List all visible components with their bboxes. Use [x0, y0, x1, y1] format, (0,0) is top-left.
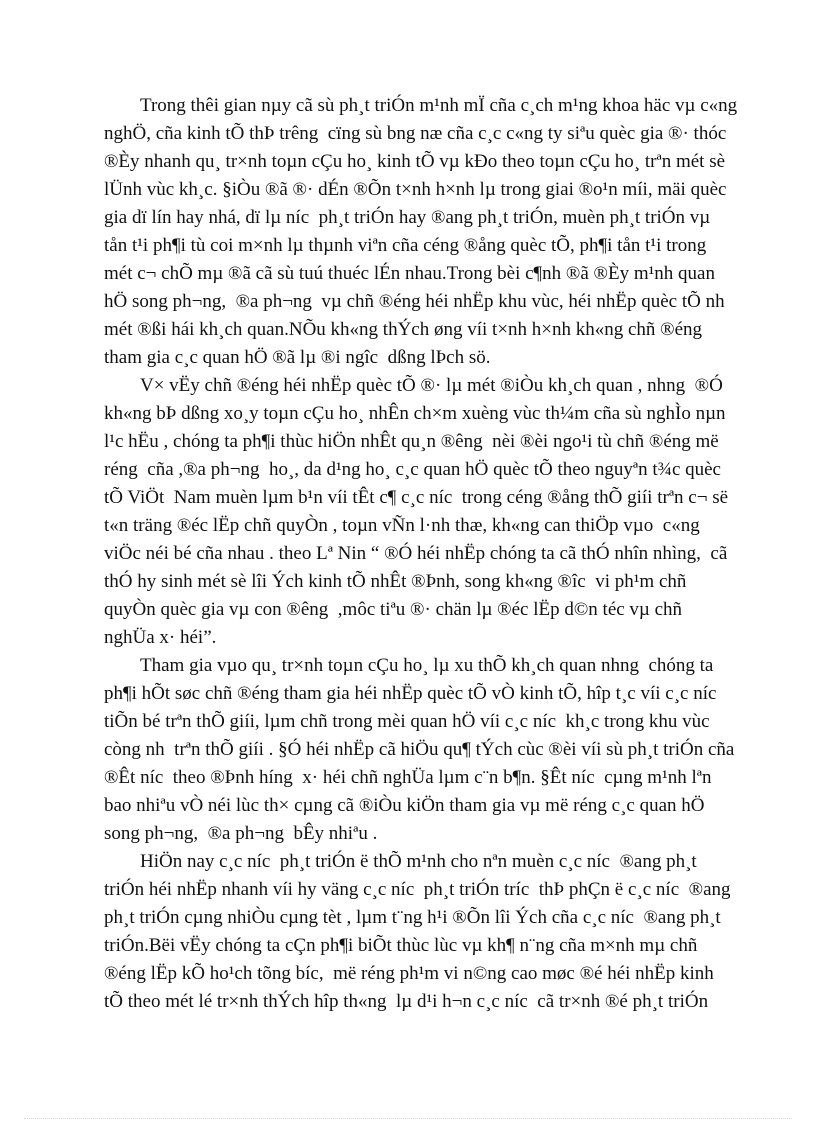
- paragraph-3-line-4: còng nh trªn thÕ giíi . §Ó héi nhËp cã hiÖu qu¶ tÝch cùc ®èi víi sù ph¸t triÓn cña: [104, 739, 735, 760]
- page-bottom-divider: [24, 1118, 792, 1119]
- paragraph-1-line-1: Trong thêi gian nµy cã sù ph¸t triÓn m¹nh mÏ cña c¸ch m¹ng khoa häc vµ c«ng: [140, 95, 738, 116]
- paragraph-1-line-6: tån t¹i ph¶i tù coi m×nh lµ thµnh viªn cña céng ®ång quèc tÕ, ph¶i tån t¹i trong: [104, 235, 707, 256]
- paragraph-2-line-9: quyÒn quèc gia vµ con ®êng ,môc tiªu ®· chän lµ ®éc lËp d©n téc vµ chñ: [104, 599, 683, 620]
- paragraph-1-line-5: gia dï lín hay nhá, dï lµ níc ph¸t triÓn hay ®ang ph¸t triÓn, muèn ph¸t triÓn vµ: [104, 207, 711, 228]
- paragraph-4-line-1: HiÖn nay c¸c níc ph¸t triÓn ë thÕ m¹nh cho nªn muèn c¸c níc ®ang ph¸t: [140, 851, 697, 872]
- paragraph-2-line-6: t«n träng ®éc lËp chñ quyÒn , toµn vÑn l·nh thæ, kh«ng can thiÖp vµo c«ng: [104, 515, 700, 536]
- paragraph-2-line-5: tÕ ViÖt Nam muèn lµm b¹n víi tÊt c¶ c¸c níc trong céng ®ång thÕ giíi trªn c¬ së: [104, 487, 729, 508]
- paragraph-1-line-7: mét c¬ chÕ mµ ®ã cã sù tuú thuéc lÉn nhau.Trong bèi c¶nh ®ã ®Èy m¹nh quan: [104, 263, 715, 284]
- paragraph-3-line-1: Tham gia vµo qu¸ tr×nh toµn cÇu ho¸ lµ xu thÕ kh¸ch quan nhng chóng ta: [140, 655, 714, 676]
- paragraph-2-line-2: kh«ng bÞ dßng xo¸y toµn cÇu ho¸ nhÊn ch×m xuèng vùc th¼m cña sù nghÌo nµn: [104, 403, 726, 424]
- paragraph-1-line-8: hÖ song ph¬ng, ®a ph¬ng vµ chñ ®éng héi nhËp khu vùc, héi nhËp quèc tÕ nh: [104, 291, 725, 312]
- paragraph-2-line-1: V× vËy chñ ®éng héi nhËp quèc tÕ ®· lµ mét ®iÒu kh¸ch quan , nhng ®Ó: [140, 375, 723, 396]
- paragraph-3-line-2: ph¶i hÕt søc chñ ®éng tham gia héi nhËp quèc tÕ vÒ kinh tÕ, hîp t¸c víi c¸c níc: [104, 683, 717, 704]
- paragraph-4-line-2: triÓn héi nhËp nhanh víi hy väng c¸c níc ph¸t triÓn tríc thÞ phÇn ë c¸c níc ®ang: [104, 879, 731, 900]
- paragraph-3-line-5: ®Êt níc theo ®Þnh híng x· héi chñ nghÜa lµm c¨n b¶n. §Êt níc cµng m¹nh lªn: [104, 767, 712, 788]
- paragraph-1-line-3: ®Èy nhanh qu¸ tr×nh toµn cÇu ho¸ kinh tÕ vµ kÐo theo toµn cÇu ho¸ trªn mét sè: [104, 151, 726, 172]
- paragraph-2-line-3: l¹c hËu , chóng ta ph¶i thùc hiÖn nhÊt qu¸n ®êng nèi ®èi ngo¹i tù chñ ®éng më: [104, 431, 719, 452]
- paragraph-4-line-6: tÕ theo mét lé tr×nh thÝch hîp th«ng lµ d¹i h¬n c¸c níc cã tr×nh ®é ph¸t triÓn: [104, 991, 709, 1012]
- paragraph-4-line-5: ®éng lËp kÕ ho¹ch tõng bíc, më réng ph¹m vi n©ng cao møc ®é héi nhËp kinh: [104, 963, 714, 984]
- paragraph-2-line-10: nghÜa x· héi”.: [104, 627, 217, 648]
- paragraph-3-line-6: bao nhiªu vÒ néi lùc th× cµng cã ®iÒu kiÖn tham gia vµ më réng c¸c quan hÖ: [104, 795, 705, 816]
- paragraph-4-line-4: triÓn.Bëi vËy chóng ta cÇn ph¶i biÕt thùc lùc vµ kh¶ n¨ng cña m×nh mµ chñ: [104, 935, 698, 956]
- paragraph-2-line-4: réng cña ,®a ph¬ng ho¸, da d¹ng ho¸ c¸c quan hÖ quèc tÕ theo nguyªn t¾c quèc: [104, 459, 721, 480]
- paragraph-3-line-7: song ph¬ng, ®a ph¬ng bÊy nhiªu .: [104, 823, 378, 844]
- paragraph-2-line-8: thÓ hy sinh mét sè lîi Ých kinh tÕ nhÊt ®Þnh, song kh«ng ®îc vi ph¹m chñ: [104, 571, 687, 592]
- paragraph-1-line-9: mét ®ßi hái kh¸ch quan.NÕu kh«ng thÝch øng víi t×nh h×nh kh«ng chñ ®éng: [104, 319, 703, 340]
- paragraph-2-line-7: viÖc néi bé cña nhau . theo Lª Nin “ ®Ó héi nhËp chóng ta cã thÓ nhîn nhìng, cã: [104, 543, 728, 564]
- paragraph-1-line-2: nghÖ, cña kinh tÕ thÞ trêng cïng sù bng næ cña c¸c c«ng ty siªu quèc gia ®· thóc: [104, 123, 727, 144]
- paragraph-4-line-3: ph¸t triÓn cµng nhiÒu cµng tèt , lµm t¨ng h¹i ®Õn lîi Ých cña c¸c níc ®ang ph¸t: [104, 907, 721, 928]
- paragraph-1-line-4: lÜnh vùc kh¸c. §iÒu ®ã ®· dÉn ®Õn t×nh h×nh lµ trong giai ®o¹n míi, mäi quèc: [104, 179, 727, 200]
- paragraph-1-line-10: tham gia c¸c quan hÖ ®ã lµ ®i ngîc dßng lÞch sö.: [104, 347, 491, 368]
- paragraph-3-line-3: tiÕn bé trªn thÕ giíi, lµm chñ trong mèi quan hÖ víi c¸c níc kh¸c trong khu vùc: [104, 711, 710, 732]
